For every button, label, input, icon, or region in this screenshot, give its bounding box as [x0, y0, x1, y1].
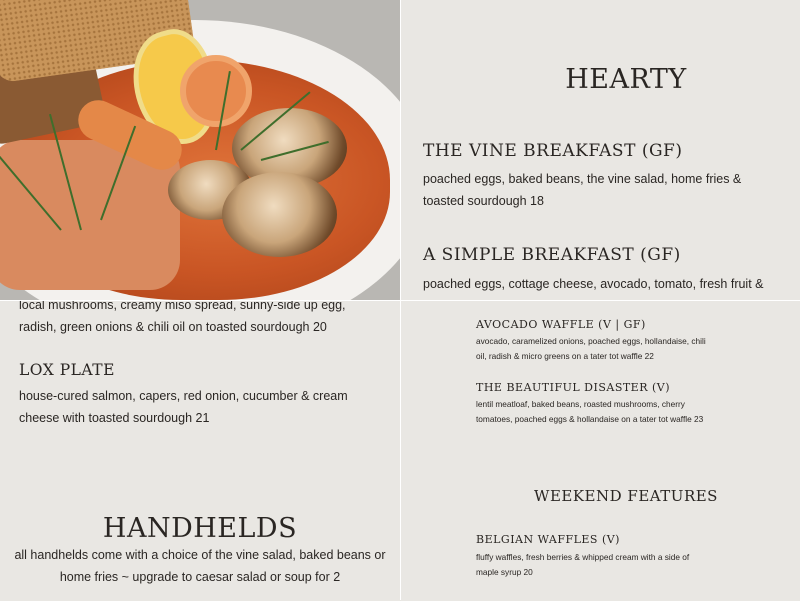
description-line: radish, green onions & chili oil on toasted sourdough 20 — [19, 320, 327, 334]
hearty-panel — [401, 0, 800, 300]
description-line: local mushrooms, creamy miso spread, sunny-side up egg, — [19, 301, 346, 312]
description-line: fluffy waffles, fresh berries & whipped cream with a side of — [476, 552, 690, 562]
description-line: house-cured salmon, capers, red onion, cucumber & cream — [19, 389, 348, 403]
item-description — [476, 550, 689, 580]
description-line: lentil meatloaf, baked beans, roasted mushrooms, cherry — [476, 399, 685, 409]
item-description — [19, 385, 348, 429]
item-name: BELGIAN WAFFLES (V) — [476, 533, 620, 546]
item-name: THE VINE BREAKFAST (GF) — [423, 141, 683, 161]
description-line: maple syrup 20 — [476, 567, 533, 577]
scallop-shape — [222, 172, 337, 257]
item-name: LOX PLATE — [19, 361, 115, 379]
left-lower-panel — [0, 301, 400, 601]
item-name: A SIMPLE BREAKFAST (GF) — [423, 245, 681, 265]
description-line: oil, radish & micro greens on a tater tot waffle 22 — [476, 351, 654, 361]
section-title-hearty: HEARTY — [565, 64, 687, 95]
description-line: poached eggs, baked beans, the vine salad, home fries & — [423, 172, 742, 186]
section-title-handhelds: HANDHELDS — [102, 513, 298, 544]
description-line: cheese with toasted sourdough 21 — [19, 411, 210, 425]
item-description-continued — [19, 301, 346, 338]
right-lower-panel — [401, 301, 800, 601]
item-description — [423, 168, 741, 212]
note-line: home fries ~ upgrade to caesar salad or soup for 2 — [59, 570, 341, 584]
description-line: toasted sourdough 18 — [423, 194, 544, 208]
item-name: AVOCADO WAFFLE (V | GF) — [476, 318, 646, 331]
item-description — [476, 334, 706, 364]
food-photo — [0, 0, 400, 300]
panel-divider-horizontal — [0, 300, 800, 301]
description-line: avocado, caramelized onions, poached eggs, hollandaise, chili — [476, 336, 706, 346]
shrimp-shape — [180, 55, 252, 127]
item-description — [476, 397, 703, 427]
section-note — [0, 544, 400, 588]
item-name: THE BEAUTIFUL DISASTER (V) — [476, 381, 671, 394]
section-title-weekend-features: WEEKEND FEATURES — [534, 487, 718, 505]
note-line: all handhelds come with a choice of the vine salad, baked beans or — [14, 548, 386, 562]
description-line: tomatoes, poached eggs & hollandaise on a tater tot waffle 23 — [476, 414, 704, 424]
food-photo-panel — [0, 0, 400, 300]
item-description: poached eggs, cottage cheese, avocado, tomato, fresh fruit & — [423, 277, 764, 291]
